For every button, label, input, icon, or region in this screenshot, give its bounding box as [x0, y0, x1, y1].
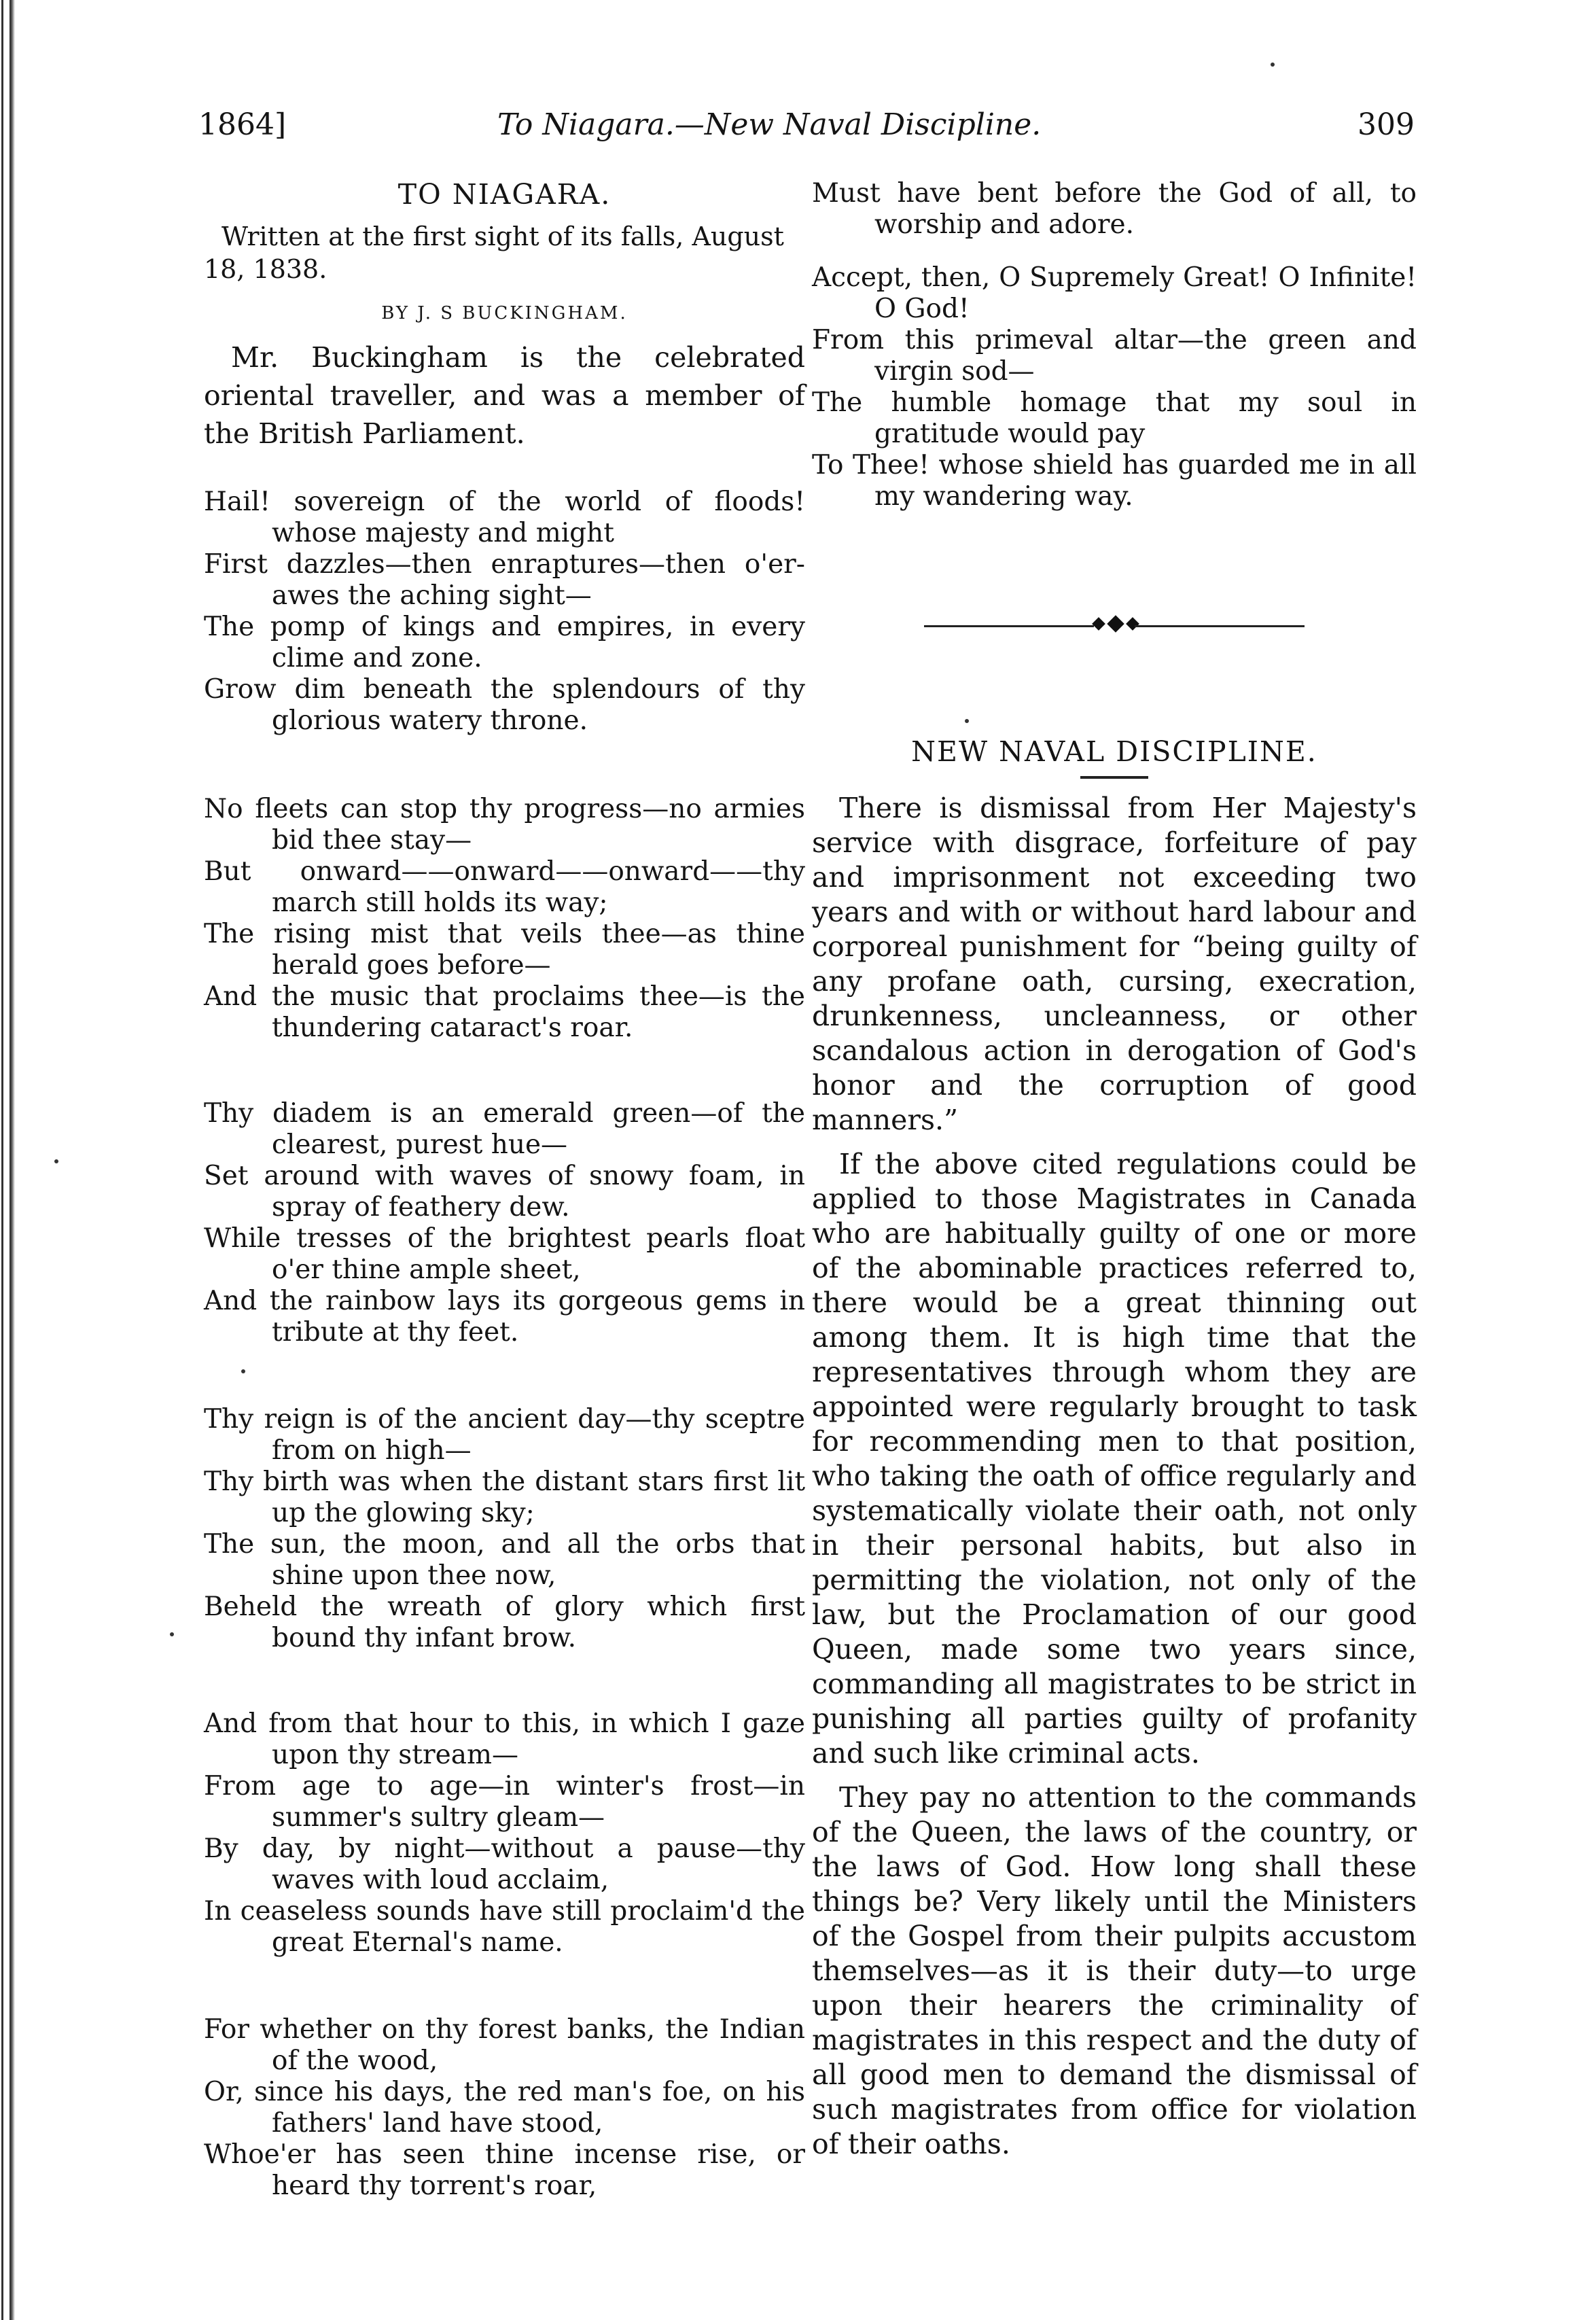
title-rule	[1080, 776, 1148, 779]
print-speck	[1271, 63, 1275, 67]
verse-line: First dazzles—then enraptures—then o'er-awes the aching sight—	[204, 549, 805, 611]
binding-edge-line	[1, 0, 3, 2320]
verse-line: Whoe'er has seen thine incense rise, or heard thy torrent's roar,	[204, 2139, 805, 2201]
verse-line: Grow dim beneath the splendours of thy glorious watery throne.	[204, 674, 805, 736]
binding-edge-shadow	[10, 0, 15, 2320]
verse-line: For whether on thy forest banks, the Indian of the wood,	[204, 2014, 805, 2076]
stanza-final	[812, 262, 1417, 512]
verse-line: But onward——onward——onward——thy march still holds its way;	[204, 856, 805, 918]
verse-line: From age to age—in winter's frost—in summer's sultry gleam—	[204, 1771, 805, 1833]
verse-line: And the rainbow lays its gorgeous gems in tribute at thy feet.	[204, 1286, 805, 1348]
verse-line: No fleets can stop thy progress—no armies bid thee stay—	[204, 794, 805, 856]
running-header	[198, 107, 1415, 162]
header-page-number: 309	[1358, 107, 1415, 142]
poem-byline: BY J. S BUCKINGHAM.	[381, 303, 628, 323]
stanza-3	[204, 1098, 805, 1348]
header-running-title: To Niagara.—New Naval Discipline.	[497, 107, 1042, 142]
verse-line: While tresses of the brightest pearls float o'er thine ample sheet,	[204, 1223, 805, 1285]
verse-line: And from that hour to this, in which I gaze upon thy stream—	[204, 1708, 805, 1770]
article-paragraph-1: There is dismissal from Her Majesty's service with disgrace, forfeiture of pay and imprisonment not exceeding two years and with or without hard labour and corporeal punishment for “being guilty of any profane oath, cursing, execration, drunkenness, uncleanness, or other scandalous action in derogation of God's honor and the corruption of good manners.”	[812, 792, 1417, 1136]
print-speck	[54, 1159, 58, 1163]
verse-line: Beheld the wreath of glory which first bound thy infant brow.	[204, 1592, 805, 1653]
stanza-6	[204, 2014, 805, 2202]
verse-line: Set around with waves of snowy foam, in spray of feathery dew.	[204, 1161, 805, 1223]
divider-line-right	[1135, 625, 1305, 627]
verse-line: Thy reign is of the ancient day—thy sceptre from on high—	[204, 1404, 805, 1466]
divider-line-left	[924, 625, 1094, 627]
verse-line: The pomp of kings and empires, in every clime and zone.	[204, 612, 805, 673]
print-speck	[170, 1632, 174, 1636]
verse-line: And the music that proclaims thee—is the thundering cataract's roar.	[204, 981, 805, 1043]
verse-line: Must have bent before the God of all, to worship and adore.	[812, 178, 1417, 240]
poem-subtitle: Written at the first sight of its falls, August 18, 1838.	[204, 222, 784, 284]
print-speck	[241, 1369, 245, 1373]
verse-line: Hail! sovereign of the world of floods! whose majesty and might	[204, 487, 805, 548]
verse-line: From this primeval altar—the green and virgin sod—	[812, 325, 1417, 387]
stanza-1	[204, 487, 805, 737]
stanza-4	[204, 1404, 805, 1654]
left-column	[204, 178, 805, 2202]
stanza-5	[204, 1708, 805, 1958]
verse-line: Or, since his days, the red man's foe, on his fathers' land have stood,	[204, 2077, 805, 2139]
verse-line: Thy diadem is an emerald green—of the clearest, purest hue—	[204, 1098, 805, 1160]
divider-diamond-center	[1107, 615, 1124, 632]
article-title: NEW NAVAL DISCIPLINE.	[911, 735, 1317, 768]
stanza-2	[204, 794, 805, 1044]
stanza-continuation	[812, 178, 1417, 241]
verse-line: To Thee! whose shield has guarded me in all my wandering way.	[812, 450, 1417, 512]
section-divider-ornament	[924, 613, 1305, 640]
poem-intro: Mr. Buckingham is the celebrated oriental traveller, and was a member of the British Parliament.	[204, 341, 805, 450]
header-year: 1864]	[198, 107, 287, 142]
verse-line: The sun, the moon, and all the orbs that shine upon thee now,	[204, 1529, 805, 1591]
verse-line: The rising mist that veils thee—as thine herald goes before—	[204, 919, 805, 981]
print-speck	[965, 719, 969, 723]
verse-line: Accept, then, O Supremely Great! O Infinite! O God!	[812, 262, 1417, 324]
verse-line: In ceaseless sounds have still proclaim'd the great Eternal's name.	[204, 1896, 805, 1958]
article-paragraph-3: They pay no attention to the commands of the Queen, the laws of the country, or the laws of God. How long shall these things be? Very likely until the Ministers of the Gospel from their pulpits accustom themselves—as it is their duty—to urge upon their hearers the criminality of magistrates in this respect and the duty of all good men to demand the dismissal of such magistrates from office for violation of their oaths.	[812, 1781, 1417, 2160]
verse-line: The humble homage that my soul in gratitude would pay	[812, 387, 1417, 449]
divider-diamond	[1126, 617, 1139, 631]
right-column	[812, 178, 1417, 2162]
verse-line: By day, by night—without a pause—thy waves with loud acclaim,	[204, 1833, 805, 1895]
divider-diamond	[1092, 617, 1105, 631]
article-paragraph-2: If the above cited regulations could be applied to those Magistrates in Canada who are habitually guilty of one or more of the abominable practices referred to, there would be a great thinning out among them. It is high time that the representatives through whom they are appointed were regularly brought to task for recommending men to that position, who taking the oath of office regularly and systematically violate their oath, not only in their personal habits, but also in permitting the violation, not only of the law, but the Proclamation of our good Queen, made some two years since, commanding all magistrates to be strict in punishing all parties guilty of profanity and such like criminal acts.	[812, 1148, 1417, 1770]
poem-title: TO NIAGARA.	[397, 178, 611, 211]
verse-line: Thy birth was when the distant stars first lit up the glowing sky;	[204, 1466, 805, 1528]
